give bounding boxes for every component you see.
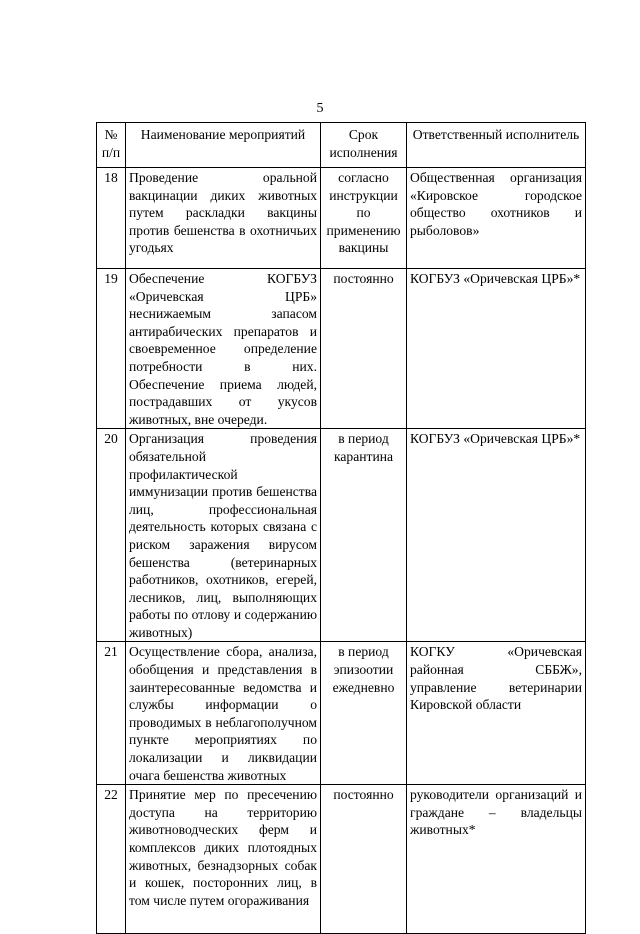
row-responsible: Общественная организация «Кировское городское общество охотников и рыболовов» bbox=[407, 168, 586, 269]
row-measure: Обеспечение КОГБУЗ «Оричевская ЦРБ» неснижаемым запасом антирабических препаратов и своевременное определение потребности в них. Обеспечение приема людей, пострадавших от укусов животных, вне очереди. bbox=[126, 269, 321, 429]
table-row bbox=[97, 168, 586, 269]
row-term: в период эпизоотии ежедневно bbox=[321, 642, 407, 785]
row-num: 21 bbox=[97, 642, 126, 785]
row-term: в период карантина bbox=[321, 429, 407, 642]
row-term: постоянно bbox=[321, 785, 407, 934]
row-measure: Принятие мер по пресечению доступа на территорию животноводческих ферм и комплексов диких плотоядных животных, безнадзорных собак и кошек, посторонних лиц, в том числе путем огораживания bbox=[126, 785, 321, 934]
table-row bbox=[97, 269, 586, 429]
table-row bbox=[97, 785, 586, 934]
row-responsible: КОГКУ «Оричевская районная СББЖ», управление ветеринарии Кировской области bbox=[407, 642, 586, 785]
row-num: 20 bbox=[97, 429, 126, 642]
page-number: 5 bbox=[316, 101, 324, 116]
row-num: 22 bbox=[97, 785, 126, 934]
row-measure: Осуществление сбора, анализа, обобщения и представления в заинтересованные ведомства и службы информации о проводимых в неблагополучном пункте мероприятиях по локализации и ликвидации очага бешенства животных bbox=[126, 642, 321, 785]
measures-table bbox=[96, 122, 586, 934]
row-responsible: КОГБУЗ «Оричевская ЦРБ»* bbox=[407, 429, 586, 642]
row-term: согласно инструкции по применению вакцины bbox=[321, 168, 407, 269]
table-header-row bbox=[97, 123, 586, 168]
row-term: постоянно bbox=[321, 269, 407, 429]
header-responsible: Ответственный исполнитель bbox=[407, 123, 586, 168]
row-num: 18 bbox=[97, 168, 126, 269]
table-row bbox=[97, 429, 586, 642]
header-num: № п/п bbox=[97, 123, 126, 168]
row-num: 19 bbox=[97, 269, 126, 429]
table-row bbox=[97, 642, 586, 785]
header-term: Срок исполнения bbox=[321, 123, 407, 168]
row-responsible: руководители организаций и граждане – владельцы животных* bbox=[407, 785, 586, 934]
header-name: Наименование мероприятий bbox=[126, 123, 321, 168]
row-measure: Организация проведения обязательной профилактической иммунизации против бешенства лиц, профессиональная деятельность которых связана с риском заражения вирусом бешенства (ветеринарных работников, охотников, егерей, лесников, лиц, выполняющих работы по отлову и содержанию животных) bbox=[126, 429, 321, 642]
row-responsible: КОГБУЗ «Оричевская ЦРБ»* bbox=[407, 269, 586, 429]
row-measure: Проведение оральной вакцинации диких животных путем раскладки вакцины против бешенства в охотничьих угодьях bbox=[126, 168, 321, 269]
